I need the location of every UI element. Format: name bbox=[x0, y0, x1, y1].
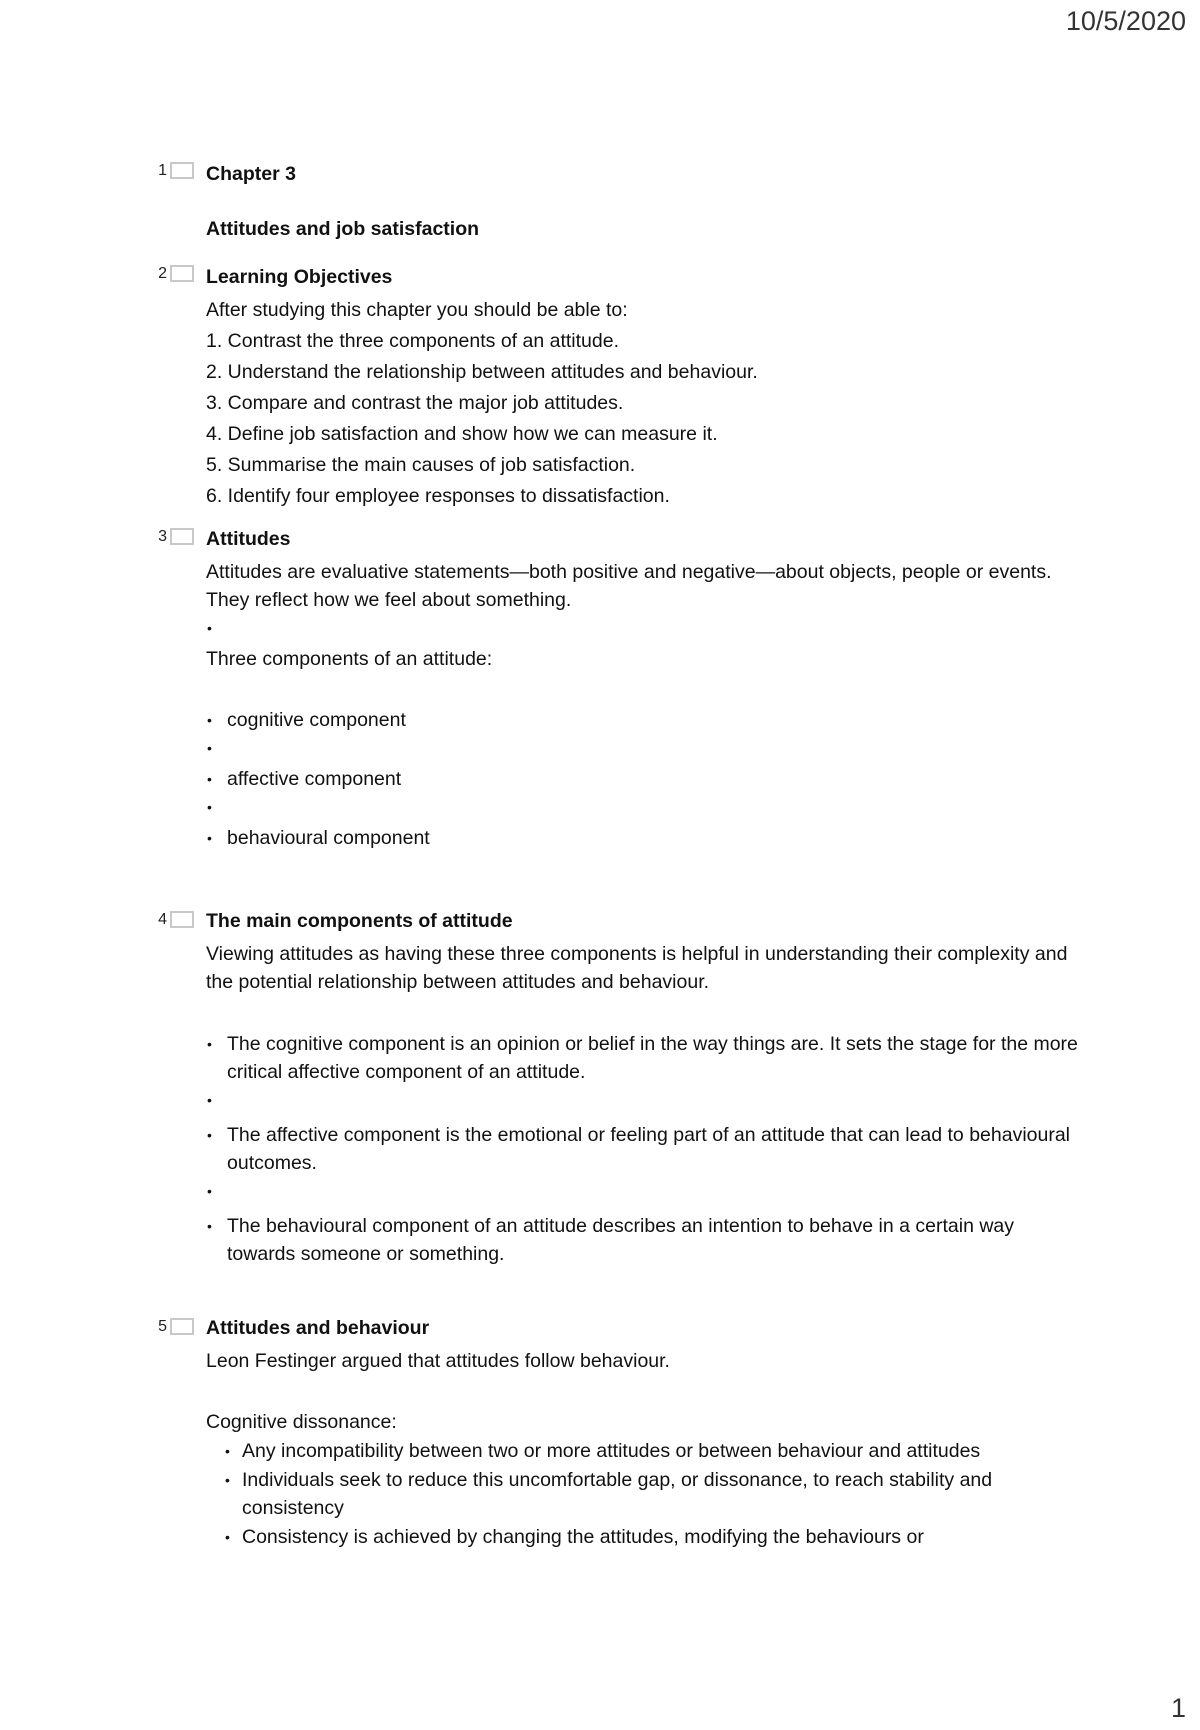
component-item: • cognitive component bbox=[206, 706, 1086, 734]
slide-thumbnail-box bbox=[170, 911, 194, 928]
slide-title: Attitudes and behaviour bbox=[206, 1317, 430, 1339]
dissonance-point: • Any incompatibility between two or more attitudes or between behaviour and attitudes bbox=[224, 1436, 1086, 1466]
objectives-intro: After studying this chapter you should be able to: bbox=[206, 299, 628, 321]
components-heading: Three components of an attitude: bbox=[206, 648, 493, 670]
slide-notes bbox=[206, 1314, 1086, 1552]
slide-subtitle: Attitudes and job satisfaction bbox=[206, 218, 480, 240]
empty-bullet bbox=[206, 1086, 1086, 1121]
slide-thumbnail-box bbox=[170, 1318, 194, 1335]
page-number: 1 bbox=[1170, 1693, 1186, 1723]
dissonance-list bbox=[206, 1436, 1086, 1552]
components-explained-list bbox=[206, 1030, 1086, 1268]
dissonance-heading: Cognitive dissonance: bbox=[206, 1411, 397, 1433]
objective-item: 6. Identify four employee responses to dissatisfaction. bbox=[206, 485, 670, 507]
slide-title: Chapter 3 bbox=[206, 163, 296, 185]
slide-thumbnail-box bbox=[170, 265, 194, 282]
component-explanation: • The behavioural component of an attitude describes an intention to behave in a certain way towards someone or something. bbox=[206, 1212, 1086, 1268]
component-explanation: • The affective component is the emotional or feeling part of an attitude that can lead to behavioural outcomes. bbox=[206, 1121, 1086, 1177]
slide-title: Attitudes bbox=[206, 528, 291, 550]
spacer bbox=[206, 996, 1086, 1030]
slide-thumbnail-box bbox=[170, 528, 194, 545]
objective-item: 5. Summarise the main causes of job satisfaction. bbox=[206, 454, 636, 476]
spacer bbox=[206, 189, 1086, 215]
empty-bullet bbox=[206, 793, 1086, 824]
print-date: 10/5/2020 bbox=[1065, 6, 1186, 36]
slide-number: 4 bbox=[158, 911, 167, 928]
empty-bullet bbox=[206, 614, 1086, 645]
component-item: • affective component bbox=[206, 765, 1086, 793]
slide-number: 5 bbox=[158, 1318, 167, 1335]
slide-notes bbox=[206, 160, 1086, 244]
spacer-bullets bbox=[206, 614, 1086, 645]
objective-item: 4. Define job satisfaction and show how we can measure it. bbox=[206, 423, 718, 445]
slide-thumbnail-box bbox=[170, 162, 194, 179]
component-item: • behavioural component bbox=[206, 824, 1086, 852]
objective-item: 1. Contrast the three components of an attitude. bbox=[206, 330, 620, 352]
spacer bbox=[206, 1375, 1086, 1408]
slide-notes bbox=[206, 907, 1086, 1268]
objective-item: 2. Understand the relationship between attitudes and behaviour. bbox=[206, 361, 758, 383]
slide-number: 2 bbox=[158, 265, 167, 282]
component-explanation: • The cognitive component is an opinion or belief in the way things are. It sets the stage for the more critical affective component of an attitude. bbox=[206, 1030, 1086, 1086]
empty-bullet bbox=[206, 734, 1086, 765]
slide-number: 1 bbox=[158, 162, 167, 179]
empty-bullet bbox=[206, 1177, 1086, 1212]
slide-notes bbox=[206, 263, 1086, 512]
slide-notes bbox=[206, 525, 1086, 852]
attitude-definition: Attitudes are evaluative statements—both positive and negative—about objects, people or events. They reflect how we feel about something. bbox=[206, 561, 1052, 611]
dissonance-point: • Consistency is achieved by changing the attitudes, modifying the behaviours or bbox=[224, 1522, 1086, 1552]
slide-title: The main components of attitude bbox=[206, 910, 513, 932]
components-intro: Viewing attitudes as having these three components is helpful in understanding their complexity and the potential relationship between attitudes and behaviour. bbox=[206, 943, 1068, 993]
components-list bbox=[206, 706, 1086, 852]
slide-number: 3 bbox=[158, 528, 167, 545]
dissonance-point: • Individuals seek to reduce this uncomfortable gap, or dissonance, to reach stability and consistency bbox=[224, 1466, 1086, 1522]
festinger-statement: Leon Festinger argued that attitudes follow behaviour. bbox=[206, 1350, 670, 1372]
spacer bbox=[206, 673, 1086, 706]
objective-item: 3. Compare and contrast the major job attitudes. bbox=[206, 392, 624, 414]
slide-title: Learning Objectives bbox=[206, 266, 393, 288]
